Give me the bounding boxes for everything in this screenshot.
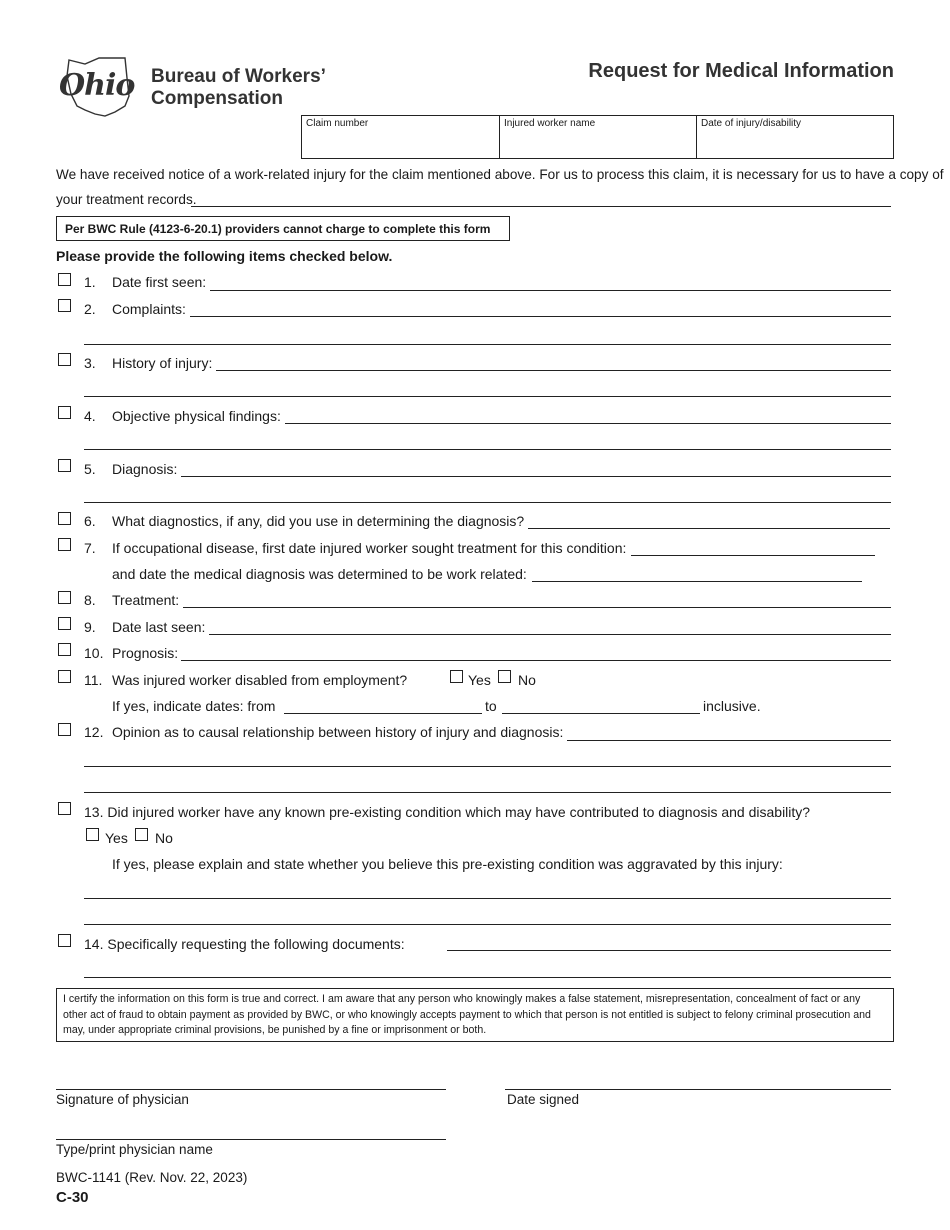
item-11-label: Was injured worker disabled from employment?	[112, 672, 408, 688]
item-12-answer-line[interactable]	[567, 740, 891, 741]
item-3-label: History of injury:	[112, 355, 213, 371]
item-9-answer-line[interactable]	[209, 634, 891, 635]
item-9-checkbox[interactable]	[58, 617, 71, 630]
item-2-number: 2.	[84, 301, 96, 317]
item-1-answer-line[interactable]	[210, 290, 891, 291]
item-6-checkbox[interactable]	[58, 512, 71, 525]
item-5-number: 5.	[84, 461, 96, 477]
agency-name-line2: Compensation	[151, 88, 283, 109]
rule-notice-box	[56, 216, 510, 241]
item-5-answer-line[interactable]	[181, 476, 891, 477]
item-2-answer-line[interactable]	[190, 316, 891, 317]
instructions-heading: Please provide the following items checked below.	[56, 248, 393, 264]
item-13-yes-label: Yes	[105, 830, 128, 846]
certification-text: I certify the information on this form is true and correct. I am aware that any person who knowingly makes a false statement, misrepresentation, concealment of fact or any other act of fraud to obtain payment as provided by BWC, or who knowingly accepts payment to which that person is not entitled is subject to felony criminal prosecution and may, under appropriate criminal provisions, be punished by a fine or imprisonment or both.	[63, 993, 871, 1036]
item-8-checkbox[interactable]	[58, 591, 71, 604]
agency-name-line1: Bureau of Workers’	[151, 66, 326, 87]
item-11-number: 11.	[84, 672, 103, 688]
item-7-label-2: and date the medical diagnosis was determined to be work related:	[112, 566, 527, 582]
item-7-label: If occupational disease, first date injured worker sought treatment for this condition:	[112, 540, 627, 556]
date-signed-label: Date signed	[507, 1092, 580, 1107]
physician-name-line[interactable]	[56, 1139, 446, 1140]
item-9-label: Date last seen:	[112, 619, 206, 635]
item-8-label: Treatment:	[112, 592, 180, 608]
item-6-number: 6.	[84, 513, 96, 529]
item-3-answer-line-2[interactable]	[84, 396, 891, 397]
item-5-checkbox[interactable]	[58, 459, 71, 472]
item-5-label: Diagnosis:	[112, 461, 178, 477]
item-12-answer-line-3[interactable]	[84, 792, 891, 793]
item-11-yes-label: Yes	[468, 672, 491, 688]
item-12-number: 12.	[84, 724, 104, 740]
item-13-label: 13. Did injured worker have any known pre-existing condition which may have contributed to diagnosis and disability?	[84, 804, 811, 820]
item-4-answer-line-2[interactable]	[84, 449, 891, 450]
date-of-injury-field[interactable]	[696, 115, 894, 159]
item-4-checkbox[interactable]	[58, 406, 71, 419]
item-12-answer-line-2[interactable]	[84, 766, 891, 767]
claim-number-label: Claim number	[306, 118, 369, 129]
item-7-diagnosis-date-line[interactable]	[532, 581, 862, 582]
item-7-first-treatment-date-line[interactable]	[631, 555, 875, 556]
item-13-no-checkbox[interactable]	[135, 828, 148, 841]
item-14-answer-line[interactable]	[447, 950, 891, 951]
form-code: C-30	[56, 1189, 89, 1206]
item-6-label: What diagnostics, if any, did you use in determining the diagnosis?	[112, 513, 525, 529]
item-11-no-label: No	[518, 672, 536, 688]
page-title: Request for Medical Information	[588, 60, 894, 82]
injured-worker-name-label: Injured worker name	[504, 118, 596, 129]
injured-worker-name-field[interactable]	[499, 115, 697, 159]
item-13-yes-checkbox[interactable]	[86, 828, 99, 841]
item-9-number: 9.	[84, 619, 96, 635]
item-2-label: Complaints:	[112, 301, 186, 317]
claim-number-field[interactable]	[301, 115, 500, 159]
item-11-no-checkbox[interactable]	[498, 670, 511, 683]
item-8-answer-line[interactable]	[183, 607, 891, 608]
item-2-checkbox[interactable]	[58, 299, 71, 312]
item-11-to-date-line[interactable]	[502, 713, 700, 714]
item-11-dates-to: to	[485, 698, 497, 714]
item-1-label: Date first seen:	[112, 274, 207, 290]
item-4-label: Objective physical findings:	[112, 408, 281, 424]
item-3-number: 3.	[84, 355, 96, 371]
physician-signature-label: Signature of physician	[56, 1092, 189, 1107]
item-3-answer-line[interactable]	[216, 370, 891, 371]
item-5-answer-line-2[interactable]	[84, 502, 891, 503]
item-14-answer-line-2[interactable]	[84, 977, 891, 978]
item-11-dates-prefix: If yes, indicate dates: from	[112, 698, 276, 714]
item-11-yes-checkbox[interactable]	[450, 670, 463, 683]
item-14-checkbox[interactable]	[58, 934, 71, 947]
physician-signature-line[interactable]	[56, 1089, 446, 1090]
date-of-injury-label: Date of injury/disability	[701, 118, 802, 129]
item-6-answer-line[interactable]	[528, 528, 890, 529]
item-7-checkbox[interactable]	[58, 538, 71, 551]
form-id: BWC-1141 (Rev. Nov. 22, 2023)	[56, 1170, 248, 1185]
ohio-logo-text: Ohio	[59, 68, 135, 103]
certification-box	[56, 988, 894, 1042]
item-3-checkbox[interactable]	[58, 353, 71, 366]
item-4-answer-line[interactable]	[285, 423, 891, 424]
item-11-dates-suffix: inclusive.	[703, 698, 761, 714]
item-13-answer-line-2[interactable]	[84, 924, 891, 925]
item-10-answer-line[interactable]	[181, 660, 891, 661]
physician-name-label: Type/print physician name	[56, 1142, 213, 1157]
item-12-checkbox[interactable]	[58, 723, 71, 736]
item-2-answer-line-2[interactable]	[84, 344, 891, 345]
intro-line2: your treatment records.	[56, 192, 197, 207]
item-1-checkbox[interactable]	[58, 273, 71, 286]
item-7-number: 7.	[84, 540, 96, 556]
item-4-number: 4.	[84, 408, 96, 424]
item-13-no-label: No	[155, 830, 173, 846]
item-1-number: 1.	[84, 274, 96, 290]
item-10-number: 10.	[84, 645, 104, 661]
intro-line1: We have received notice of a work-related injury for the claim mentioned above. For us to process this claim, it is necessary for us to have a copy of	[56, 167, 944, 182]
item-10-label: Prognosis:	[112, 645, 179, 661]
item-14-label: 14. Specifically requesting the following documents:	[84, 936, 405, 952]
item-11-checkbox[interactable]	[58, 670, 71, 683]
item-13-explain-label: If yes, please explain and state whether you believe this pre-existing condition was aggravated by this injury:	[112, 856, 783, 872]
item-11-from-date-line[interactable]	[284, 713, 482, 714]
item-10-checkbox[interactable]	[58, 643, 71, 656]
ohio-logo	[55, 56, 140, 118]
item-12-label: Opinion as to causal relationship between history of injury and diagnosis:	[112, 724, 564, 740]
intro-underline	[191, 206, 891, 207]
item-13-answer-line[interactable]	[84, 898, 891, 899]
item-8-number: 8.	[84, 592, 96, 608]
date-signed-line[interactable]	[505, 1089, 891, 1090]
rule-notice-text: Per BWC Rule (4123-6-20.1) providers cannot charge to complete this form	[65, 222, 491, 236]
item-13-checkbox[interactable]	[58, 802, 71, 815]
